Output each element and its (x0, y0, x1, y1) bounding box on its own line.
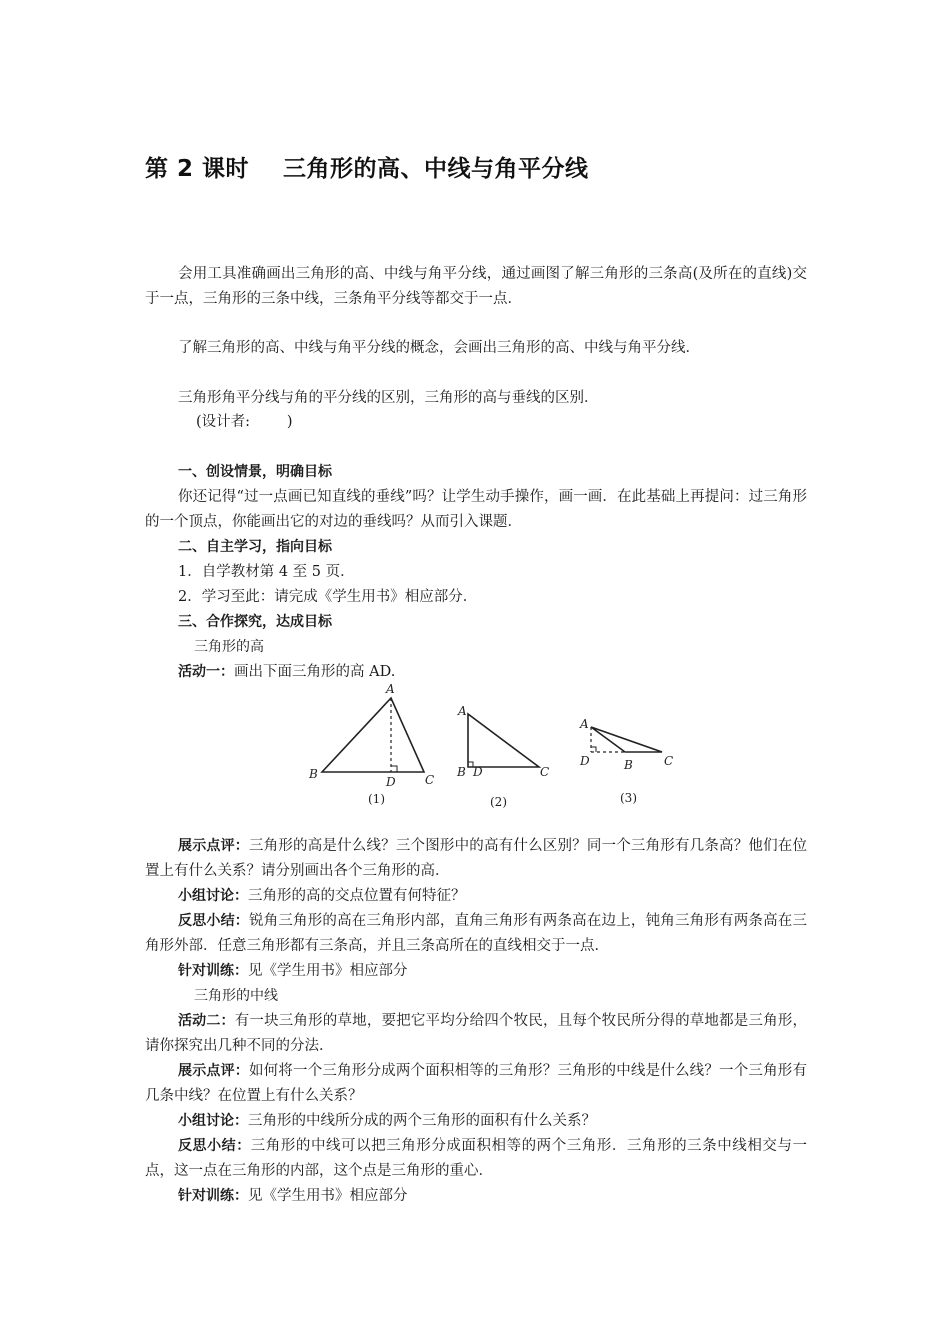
objective-paragraph-3: 三角形角平分线与角的平分线的区别，三角形的高与垂线的区别． (178, 390, 599, 406)
figure-3 (579, 717, 673, 805)
training-2-text: 见《学生用书》相应部分 (248, 1188, 408, 1204)
activity-2-text: 有一块三角形的草地，要把它平均分给四个牧民，且每个牧民所分得的草地都是三角形，请你探究出几种不同的分法． (145, 1013, 808, 1054)
figure-1-caption: (1) (368, 792, 385, 806)
show-comment-2-text: 如何将一个三角形分成两个面积相等的三角形？三角形的中线是什么线？一个三角形有几条中线？在位置上有什么关系？ (145, 1063, 807, 1104)
section-3-heading: 三、合作探究，达成目标 (178, 614, 332, 630)
activity-2-label: 活动二： (178, 1013, 235, 1029)
figure-2-triangle (468, 714, 539, 767)
figure-3-caption: (3) (620, 791, 637, 805)
show-comment-1-text: 三角形的高是什么线？三个图形中的高有什么区别？同一个三角形有几条高？他们在位置上有什么关系？请分别画出各个三角形的高． (145, 838, 807, 879)
subtopic-median: 三角形的中线 (194, 988, 278, 1004)
section-2-item-2: 2．学习至此：请完成《学生用书》相应部分． (178, 589, 478, 605)
designer-line: (设计者: ) (196, 414, 293, 430)
group-discussion-2 (178, 1109, 596, 1134)
figure-2-label-a: A (458, 704, 467, 718)
figure-1-label-a: A (386, 682, 395, 696)
training-2-label: 针对训练： (178, 1188, 248, 1204)
show-comment-2 (145, 1059, 807, 1108)
reflection-1 (145, 909, 807, 958)
training-1-text: 见《学生用书》相应部分 (248, 963, 408, 979)
reflection-1-label: 反思小结： (178, 913, 249, 929)
figure-3-label-d: D (580, 754, 590, 768)
objective-paragraph-1: 会用工具准确画出三角形的高、中线与角平分线，通过画图了解三角形的三条高(及所在的直线)交于一点，三角形的三条中线，三条角平分线等都交于一点． (145, 266, 807, 307)
training-1-label: 针对训练： (178, 963, 248, 979)
figure-3-label-a: A (580, 717, 589, 731)
figure-1-label-c: C (425, 773, 435, 787)
group-discussion-2-label: 小组讨论： (178, 1113, 248, 1129)
reflection-2 (145, 1134, 807, 1183)
figure-1-label-d: D (386, 775, 396, 789)
group-discussion-2-text: 三角形的中线所分成的两个三角形的面积有什么关系？ (248, 1113, 596, 1129)
subtopic-altitude: 三角形的高 (194, 639, 264, 655)
group-discussion-1-text: 三角形的高的交点位置有何特征？ (248, 888, 466, 904)
training-2 (178, 1184, 408, 1209)
reflection-1-text: 锐角三角形的高在三角形内部，直角三角形有两条高在边上，钝角三角形有两条高在三角形外部．任意三角形都有三条高，并且三条高所在的直线相交于一点． (145, 913, 807, 954)
figure-2 (456, 704, 549, 809)
figure-3-label-c: C (664, 754, 674, 768)
group-discussion-1 (178, 884, 466, 909)
triangle-figures (300, 678, 690, 818)
figure-1-right-angle (391, 766, 397, 772)
show-comment-2-label: 展示点评： (178, 1063, 249, 1079)
section-2-item-1: 1．自学教材第 4 至 5 页． (178, 564, 355, 580)
figure-1-label-b: B (309, 767, 318, 781)
show-comment-1-label: 展示点评： (178, 838, 249, 854)
reflection-2-label: 反思小结： (178, 1138, 251, 1154)
training-1 (178, 959, 408, 984)
page-title: 第 2 课时 三角形的高、中线与角平分线 (145, 156, 589, 182)
triangle-figures-svg (300, 678, 690, 818)
objective-paragraph-2: 了解三角形的高、中线与角平分线的概念，会画出三角形的高、中线与角平分线． (178, 340, 700, 356)
figure-2-label-b: B (457, 765, 466, 779)
reflection-2-text: 三角形的中线可以把三角形分成面积相等的两个三角形．三角形的三条中线相交与一点，这一点在三角形的内部，这个点是三角形的重心． (145, 1138, 808, 1179)
figure-1 (308, 682, 434, 806)
section-1-text: 你还记得“过一点画已知直线的垂线”吗？让学生动手操作，画一画．在此基础上再提问：过三角形的一个顶点，你能画出它的对边的垂线吗？从而引入课题． (145, 489, 807, 530)
section-2-heading: 二、自主学习，指向目标 (178, 539, 332, 555)
group-discussion-1-label: 小组讨论： (178, 888, 248, 904)
figure-2-label-d: D (473, 765, 483, 779)
section-1-heading: 一、创设情景，明确目标 (178, 464, 332, 480)
figure-2-caption: (2) (490, 795, 507, 809)
figure-3-triangle (591, 727, 662, 752)
activity-1-text: 画出下面三角形的高 AD. (234, 664, 396, 680)
figure-3-right-angle (591, 747, 596, 752)
figure-3-label-b: B (624, 758, 633, 772)
figure-1-triangle (322, 698, 424, 772)
show-comment-1 (145, 834, 807, 883)
activity-2 (145, 1009, 807, 1058)
activity-1-label: 活动一： (178, 664, 234, 680)
figure-2-label-c: C (540, 765, 550, 779)
